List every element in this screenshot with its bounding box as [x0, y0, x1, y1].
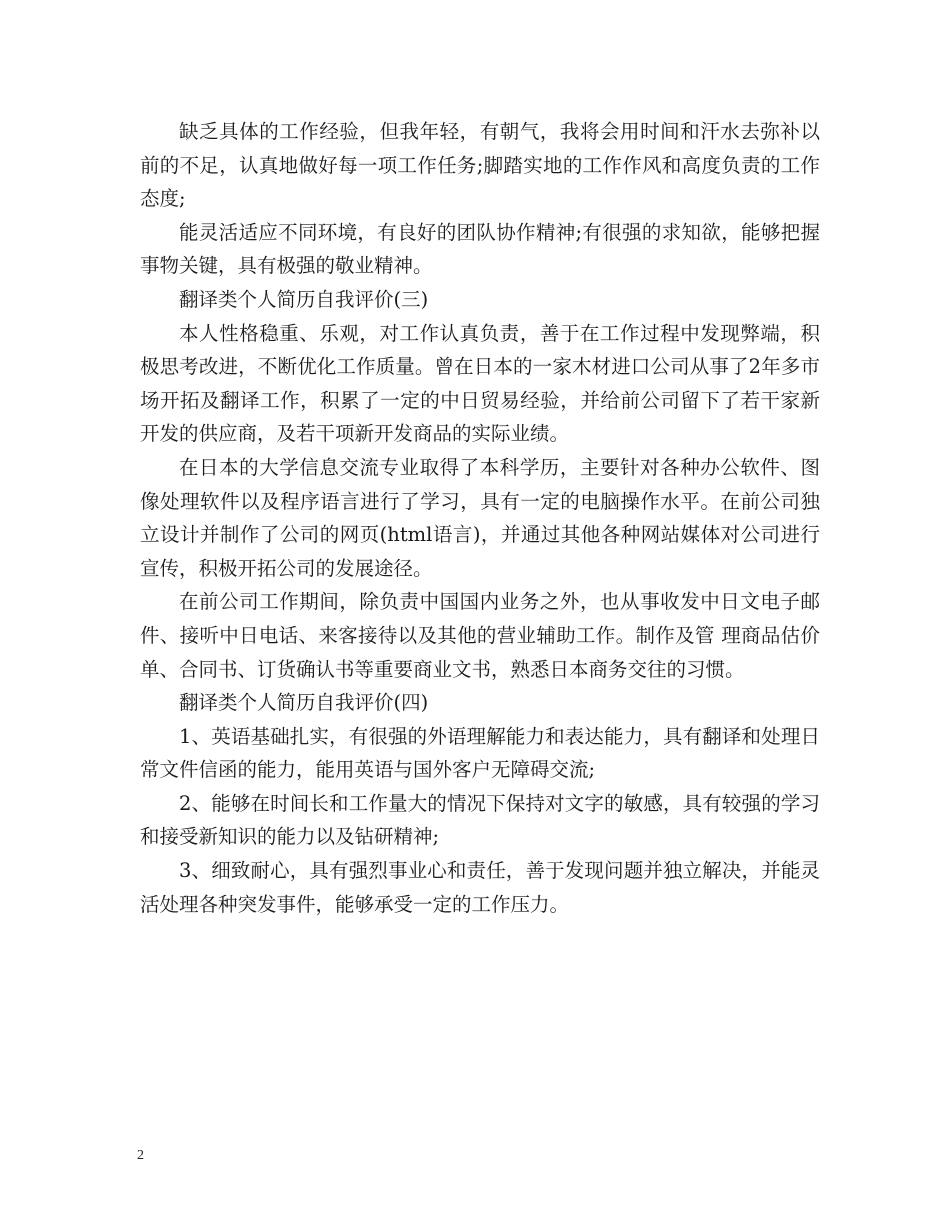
section-heading-4: 翻译类个人简历自我评价(四)	[179, 691, 429, 715]
list-item-2: 2、能够在时间长和工作量大的情况下保持对文字的敏感，具有较强的学习和接受新知识的能力以及钻研精神;	[140, 791, 820, 849]
paragraph-4: 在日本的大学信息交流专业取得了本科学历，主要针对各种办公软件、图像处理软件以及程序语言进行了学习，具有一定的电脑操作水平。在前公司独立设计并制作了公司的网页(html语言)，并通过其他各种网站媒体对公司进行宣传，积极开拓公司的发展途径。	[140, 455, 820, 580]
paragraph-1: 缺乏具体的工作经验，但我年轻，有朝气，我将会用时间和汗水去弥补以前的不足，认真地做好每一项工作任务;脚踏实地的工作作风和高度负责的工作态度;	[140, 120, 820, 211]
paragraph-3: 本人性格稳重、乐观，对工作认真负责，善于在工作过程中发现弊端，积极思考改进，不断优化工作质量。曾在日本的一家木材进口公司从事了2年多市场开拓及翻译工作，积累了一定的中日贸易经验，并给前公司留下了若干家新开发的供应商，及若干项新开发商品的实际业绩。	[140, 321, 820, 446]
list-item-1: 1、英语基础扎实，有很强的外语理解能力和表达能力，具有翻译和处理日常文件信函的能力，能用英语与国外客户无障碍交流;	[140, 724, 820, 782]
paragraph-2: 能灵活适应不同环境，有良好的团队协作精神;有很强的求知欲，能够把握事物关键，具有极强的敬业精神。	[140, 220, 820, 278]
section-heading-3: 翻译类个人简历自我评价(三)	[179, 287, 429, 311]
page-number: 2	[137, 1148, 144, 1163]
document-body	[140, 115, 820, 921]
list-item-3: 3、细致耐心，具有强烈事业心和责任，善于发现问题并独立解决，并能灵活处理各种突发事件，能够承受一定的工作压力。	[140, 859, 820, 916]
paragraph-5: 在前公司工作期间，除负责中国国内业务之外，也从事收发中日文电子邮件、接听中日电话、来客接待以及其他的营业辅助工作。制作及管 理商品估价单、合同书、订货确认书等重要商业文书，熟悉日本商务交往的习惯。	[140, 590, 820, 681]
